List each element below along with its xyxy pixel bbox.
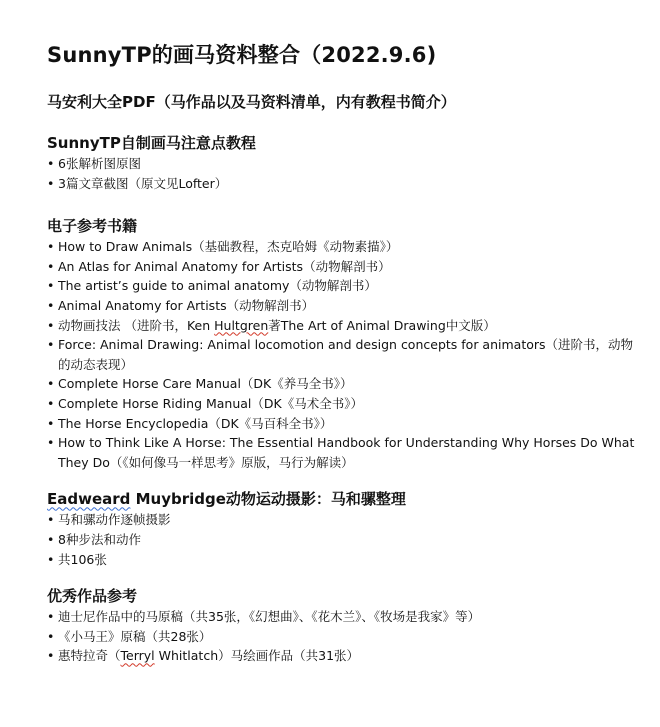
list-item: • The artist’s guide to animal anatomy（动物解剖书） [47,278,377,294]
section-heading-muybridge: Eadweard Muybridge动物运动摄影：马和骡整理 [47,490,406,509]
list-item: • 6张解析图原图 [47,156,141,171]
section-heading-ebooks: 电子参考书籍 [47,217,138,236]
list-item: • Complete Horse Riding Manual（DK《马术全书》） [47,395,363,411]
works-list [47,607,636,666]
list-item: • Complete Horse Care Manual（DK《养马全书》） [47,376,353,392]
list-item: • Force: Animal Drawing: Animal locomotion and design concepts for animators（进阶书，动物的动态表现） [47,337,634,372]
list-item: • 8种步法和动作 [47,531,141,547]
list-item: • 《小马王》原稿（共28张） [47,628,212,644]
tutorial-list [47,154,636,193]
spellcheck-word: Hultgren [214,317,269,333]
list-item: • 马和骡动作逐帧摄影 [47,512,171,528]
list-item: • 迪士尼作品中的马原稿（共35张，《幻想曲》、《花木兰》、《牧场是我家》等） [47,609,481,625]
list-item: • Animal Anatomy for Artists（动物解剖书） [47,297,315,313]
list-item: • 动物画技法 （进阶书，Ken Hultgren著The Art of Animal Drawing中文版） [47,317,496,333]
list-item: • 共106张 [47,551,107,567]
spellcheck-word: Terryl [120,648,155,664]
list-item: • The Horse Encyclopedia（DK《马百科全书》） [47,415,333,431]
list-item: • How to Think Like A Horse: The Essential Handbook for Understanding Why Horses Do What They Do（《如何像马一样思考》原版，马行为解读） [47,435,635,470]
section-heading-works: 优秀作品参考 [47,587,138,606]
list-item: • 3篇文章截图（原文见Lofter） [47,175,228,191]
page-title: SunnyTP的画马资料整合（2022.9.6) [47,43,437,67]
muybridge-list [47,510,636,569]
list-item: • 惠特拉奇（Terryl Whitlatch）马绘画作品（共31张） [47,648,360,664]
spellcheck-word: Eadweard [47,490,131,509]
list-item: • How to Draw Animals（基础教程，杰克哈姆《动物素描》） [47,239,399,255]
pdf-subtitle: 马安利大全PDF（马作品以及马资料清单，内有教程书简介） [47,93,456,111]
list-item: • An Atlas for Animal Anatomy for Artists（动物解剖书） [47,258,391,274]
ebooks-list [47,237,636,472]
section-heading-tutorial: SunnyTP自制画马注意点教程 [47,134,256,152]
